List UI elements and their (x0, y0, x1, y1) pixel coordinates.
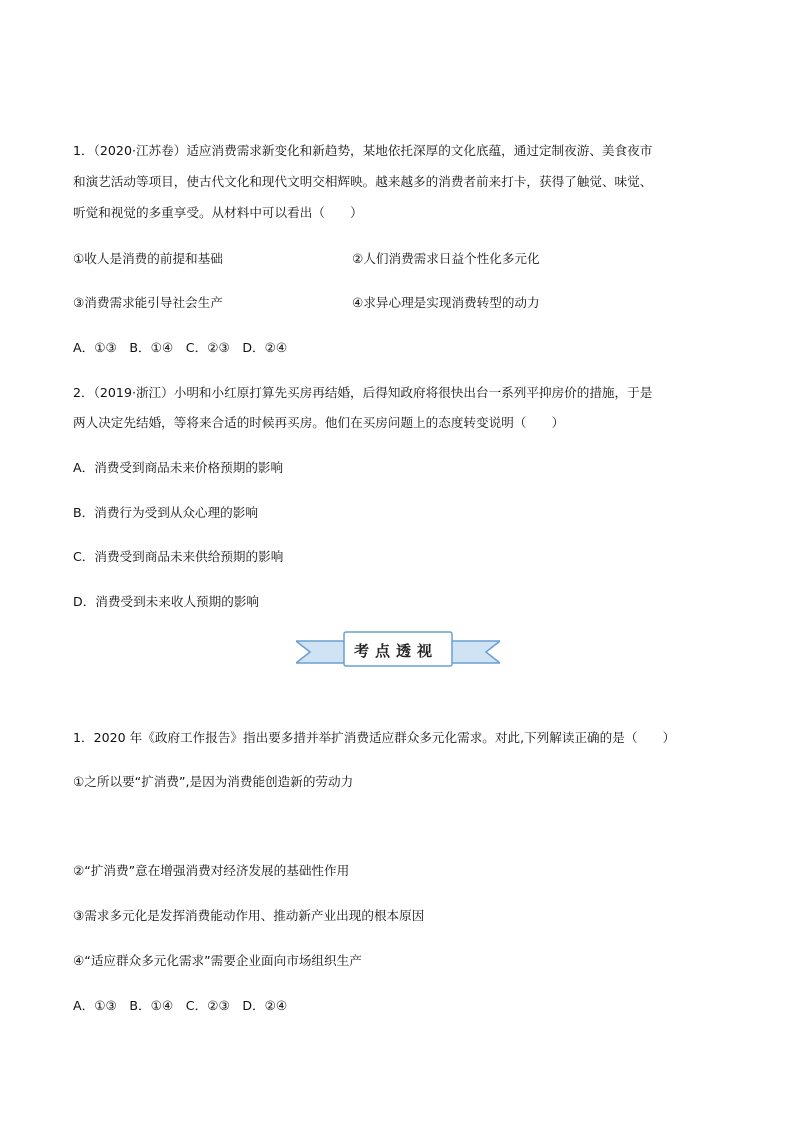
q1-stem-line-2: 和演艺活动等项目，使古代文化和现代文明交相辉映。越来越多的消费者前来打卡，获得了触觉、味觉、 (73, 174, 653, 189)
q3-answer-choices: A．①③ B．①④ C．②③ D．②④ (73, 998, 288, 1013)
q3-statement-2: ②“扩消费”意在增强消费对经济发展的基础性作用 (73, 863, 350, 878)
q2-option-c: C．消费受到商品未来供给预期的影响 (73, 549, 284, 564)
q3-statement-3: ③需求多元化是发挥消费能动作用、推动新产业出现的根本原因 (73, 908, 425, 923)
q1-statement-2: ②人们消费需求日益个性化多元化 (352, 251, 540, 266)
q2-option-d: D．消费受到未来收人预期的影响 (73, 594, 260, 609)
q1-stem-line-1: 1．（2020·江苏卷）适应消费需求新变化和新趋势，某地依托深厚的文化底蕴，通过定制夜游、美食夜市 (73, 143, 653, 158)
q2-option-b: B．消费行为受到从众心理的影响 (73, 505, 258, 520)
q1-answer-choices: A．①③ B．①④ C．②③ D．②④ (73, 340, 288, 355)
q3-statement-4: ④“适应群众多元化需求”需要企业面向市场组织生产 (73, 953, 362, 968)
banner-label: 考点透视 (353, 641, 438, 660)
q1-statement-1: ①收人是消费的前提和基础 (73, 251, 223, 266)
q3-statement-1: ①之所以要“扩消费”,是因为消费能创造新的劳动力 (73, 774, 354, 789)
q2-option-a: A．消费受到商品未来价格预期的影响 (73, 460, 284, 475)
section-banner (296, 628, 500, 672)
q1-stem-line-3: 听觉和视觉的多重享受。从材料中可以看出（ ） (73, 205, 363, 220)
q2-stem-line-2: 两人决定先结婚，等将来合适的时候再买房。他们在买房问题上的态度转变说明（ ） (73, 415, 565, 430)
q1-statement-3: ③消费需求能引导社会生产 (73, 295, 223, 310)
q3-stem: 1．2020 年《政府工作报告》指出要多措并举扩消费适应群众多元化需求。对此,下列解读正确的是（ ） (73, 730, 676, 745)
q2-stem-line-1: 2．（2019·浙江）小明和小红原打算先买房再结婚，后得知政府将很快出台一系列平抑房价的措施，于是 (73, 385, 653, 400)
q1-statement-4: ④求异心理是实现消费转型的动力 (352, 295, 540, 310)
